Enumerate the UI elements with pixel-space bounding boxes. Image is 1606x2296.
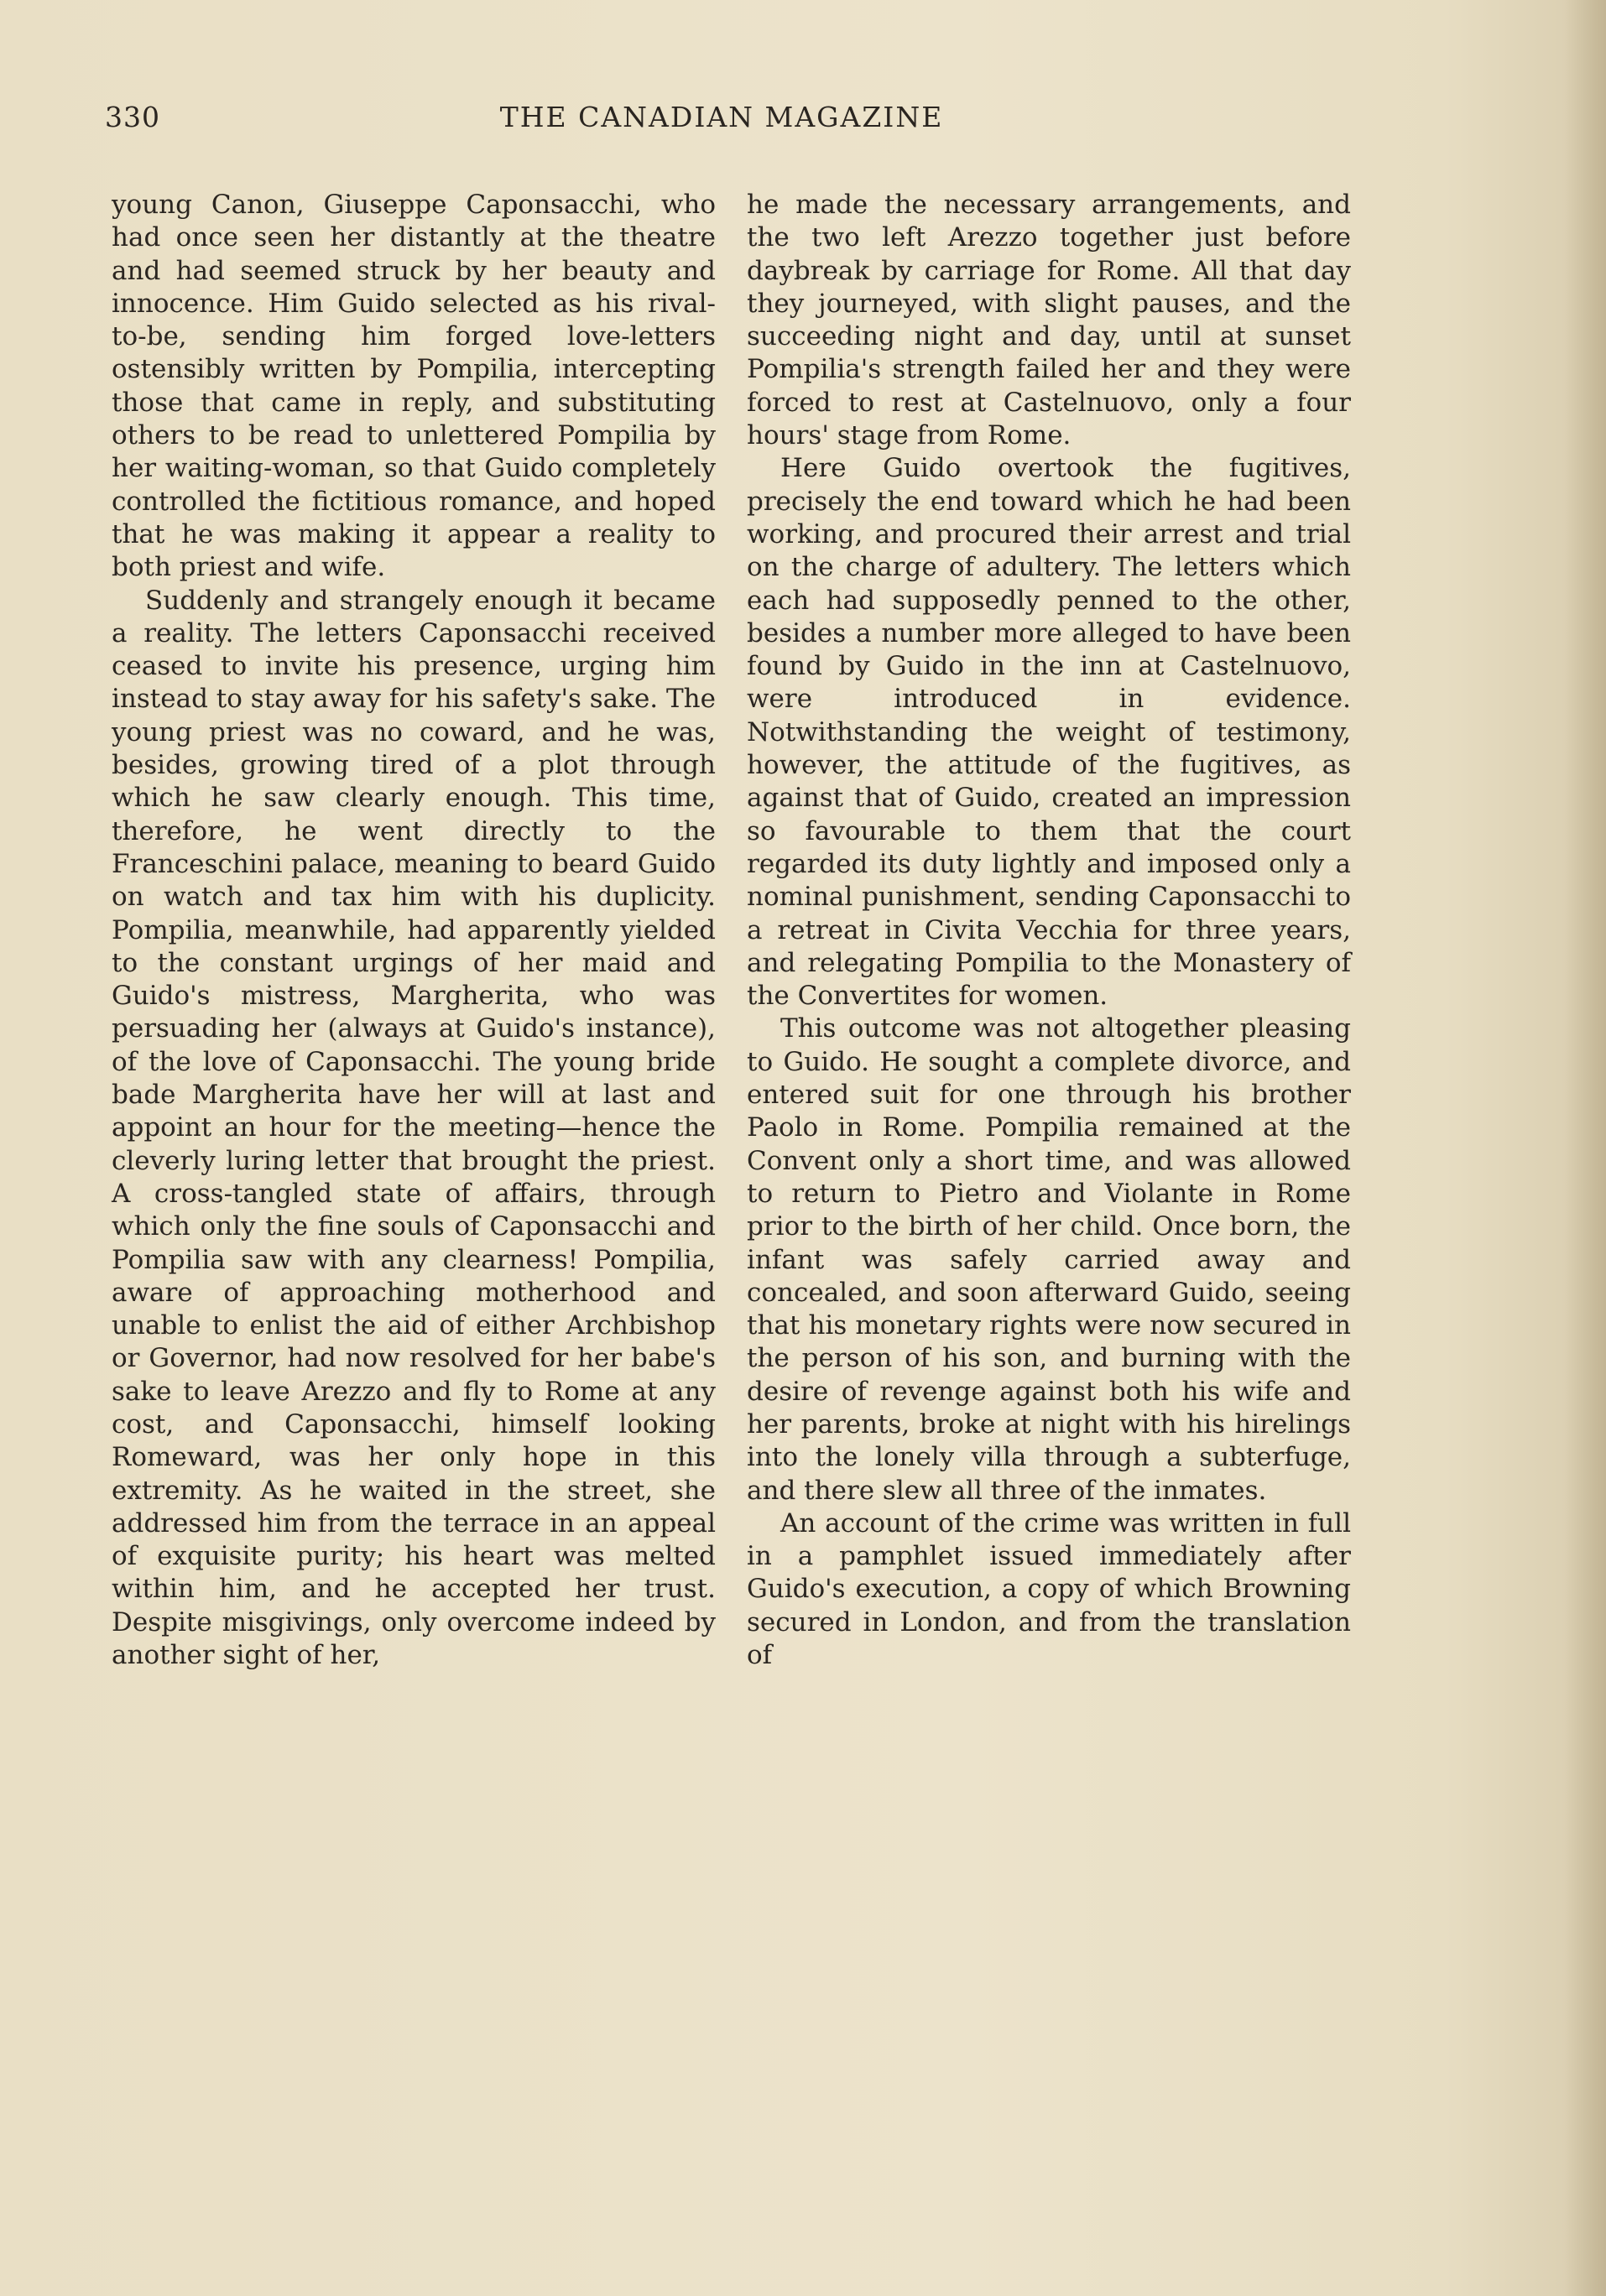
right-column [747,189,1351,1672]
paragraph: Suddenly and strangely enough it became a reality. The letters Caponsacchi received ceased to invite his presence, urging him instead to stay away for his safety's sake. The young priest was no coward, and he was, besides, growing tired of a plot through which he saw clearly enough. This time, therefore, he went directly to the Franceschini palace, meaning to beard Guido on watch and tax him with his duplicity. Pompilia, meanwhile, had apparently yielded to the constant urgings of her maid and Guido's mistress, Margherita, who was persuading her (always at Guido's instance), of the love of Caponsacchi. The young bride bade Margherita have her will at last and appoint an hour for the meeting—hence the cleverly luring letter that brought the priest. A cross-tangled state of affairs, through which only the fine souls of Caponsacchi and Pompilia saw with any clearness! Pompilia, aware of approaching motherhood and unable to enlist the aid of either Archbishop or Governor, had now resolved for her babe's sake to leave Arezzo and fly to Rome at any cost, and Caponsacchi, himself looking Romeward, was her only hope in this extremity. As he waited in the street, she addressed him from the terrace in an appeal of exquisite purity; his heart was melted within him, and he accepted her trust. Despite misgivings, only overcome indeed by another sight of her, [112,585,716,1671]
paragraph: This outcome was not altogether pleasing to Guido. He sought a complete divorce, and entered suit for one through his brother Paolo in Rome. Pompilia remained at the Convent only a short time, and was allowed to return to Pietro and Violante in Rome prior to the birth of her child. Once born, the infant was safely carried away and concealed, and soon afterward Guido, seeing that his monetary rights were now secured in the person of his son, and burning with the desire of revenge against both his wife and her parents, broke at night with his hirelings into the lonely villa through a subterfuge, and there slew all three of the inmates. [747,1013,1351,1506]
page-number: 330 [105,101,160,133]
left-column [112,189,716,1672]
paragraph: Here Guido overtook the fugitives, precisely the end toward which he had been working, and procured their arrest and trial on the charge of adultery. The letters which each had supposedly penned to the other, besides a number more alleged to have been found by Guido in the inn at Castelnuovo, were introduced in evidence. Notwithstanding the weight of testimony, however, the attitude of the fugitives, as against that of Guido, created an impression so favourable to them that the court regarded its duty lightly and imposed only a nominal punishment, sending Caponsacchi to a retreat in Civita Vecchia for three years, and relegating Pompilia to the Monastery of the Convertites for women. [747,453,1351,1012]
paragraph: young Canon, Giuseppe Caponsacchi, who had once seen her distantly at the theatre and had seemed struck by her beauty and innocence. Him Guido selected as his rival-to-be, sending him forged love-letters ostensibly written by Pompilia, intercepting those that came in reply, and substituting others to be read to unlettered Pompilia by her waiting-woman, so that Guido completely controlled the fictitious romance, and hoped that he was making it appear a reality to both priest and wife. [112,190,716,583]
page-edge-shadow [1564,0,1606,2296]
paragraph: he made the necessary arrangements, and the two left Arezzo together just before daybreak by carriage for Rome. All that day they journeyed, with slight pauses, and the succeeding night and day, until at sunset Pompilia's strength failed her and they were forced to rest at Castelnuovo, only a four hours' stage from Rome. [747,190,1351,451]
paragraph: An account of the crime was written in full in a pamphlet issued immediately after Guido's execution, a copy of which Browning secured in London, and from the translation of [747,1507,1351,1671]
page-header [105,101,1338,151]
running-title: THE CANADIAN MAGAZINE [499,101,944,133]
